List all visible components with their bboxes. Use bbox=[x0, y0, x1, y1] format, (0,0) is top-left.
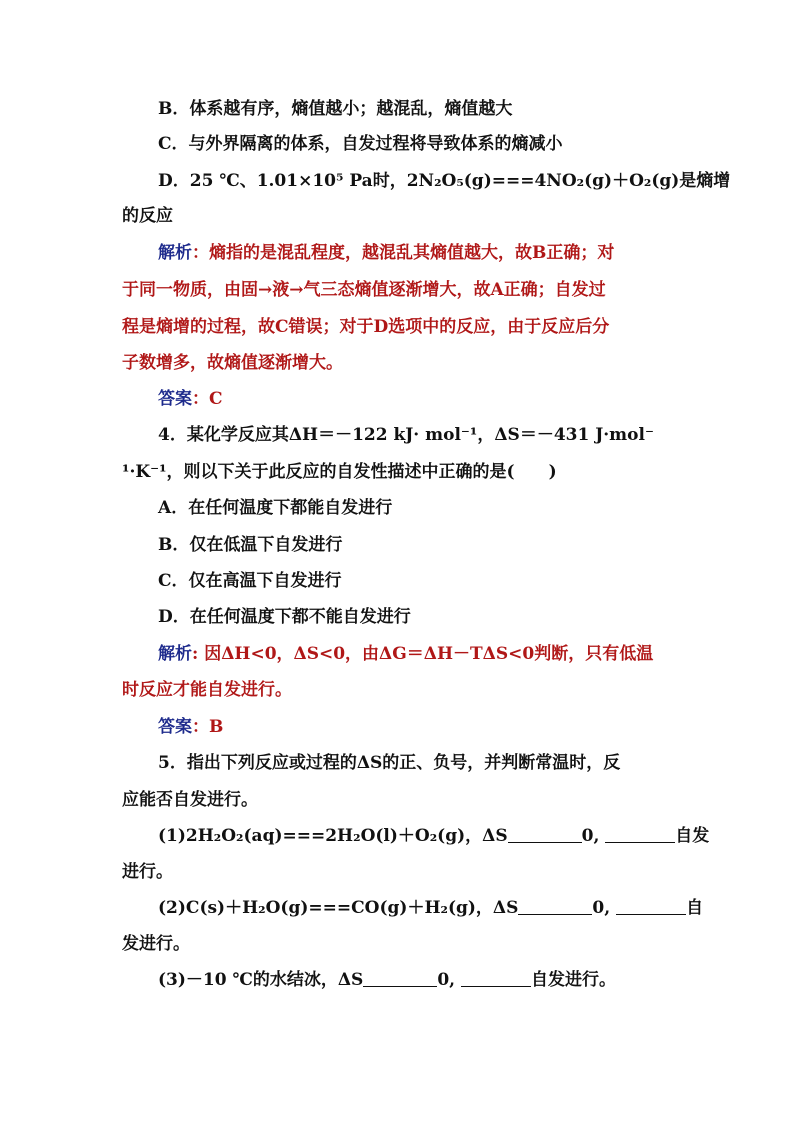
q5-stem-line1: 5．指出下列反应或过程的ΔS的正、负号，并判断常温时，反 bbox=[158, 753, 621, 773]
q3-option-c: C．与外界隔离的体系，自发过程将导致体系的熵减小 bbox=[158, 134, 563, 154]
q3-analysis-line2: 于同一物质，由固→液→气三态熵值逐渐增大，故A正确；自发过 bbox=[122, 280, 606, 300]
q3-analysis-line4: 子数增多，故熵值逐渐增大。 bbox=[122, 353, 343, 373]
q3-analysis-label: 解析 bbox=[158, 243, 192, 263]
q4-analysis-text1: : 因ΔH<0，ΔS<0，由ΔG＝ΔH－TΔS<0判断，只有低温 bbox=[192, 644, 654, 664]
q5-item1-tail: 自发 bbox=[675, 826, 710, 846]
q5-item2-blank-sign[interactable] bbox=[518, 898, 592, 915]
q5-item1-blank-spontaneous[interactable] bbox=[605, 826, 675, 843]
q4-analysis-line1 bbox=[158, 643, 718, 665]
q4-option-a: A．在任何温度下都能自发进行 bbox=[158, 498, 393, 518]
q3-answer bbox=[158, 388, 718, 410]
q5-item3-zero: 0, bbox=[437, 970, 456, 990]
q5-item3-blank-spontaneous[interactable] bbox=[461, 970, 531, 987]
q5-item3-tail: 自发进行。 bbox=[531, 970, 616, 990]
q5-item1-line2: 进行。 bbox=[122, 862, 173, 882]
q5-item1-blank-sign[interactable] bbox=[508, 826, 582, 843]
q4-option-b: B．仅在低温下自发进行 bbox=[158, 535, 343, 555]
q5-item2-blank-spontaneous[interactable] bbox=[616, 898, 686, 915]
q5-item2-text: (2)C(s)＋H₂O(g)===CO(g)＋H₂(g)，ΔS bbox=[158, 898, 519, 918]
q5-item2-zero: 0, bbox=[592, 898, 611, 918]
q5-item2-tail: 自 bbox=[686, 898, 704, 918]
q3-analysis-text1: ：熵指的是混乱程度，越混乱其熵值越大，故B正确；对 bbox=[192, 243, 615, 263]
q3-answer-label: 答案 bbox=[158, 389, 192, 409]
q3-answer-value: ：C bbox=[192, 389, 223, 409]
q5-item2-line2: 发进行。 bbox=[122, 934, 190, 954]
q5-item3-text: (3)－10 ℃的水结冰，ΔS bbox=[158, 970, 364, 990]
q5-item3-blank-sign[interactable] bbox=[363, 970, 437, 987]
q4-stem-line1: 4．某化学反应其ΔH＝－122 kJ· mol⁻¹，ΔS＝－431 J·mol⁻ bbox=[158, 425, 654, 445]
q5-item1-zero: 0, bbox=[581, 826, 600, 846]
q5-stem-line2: 应能否自发进行。 bbox=[122, 790, 258, 810]
q5-item1-text: (1)2H₂O₂(aq)===2H₂O(l)＋O₂(g)，ΔS bbox=[158, 826, 508, 846]
q3-analysis-line3: 程是熵增的过程，故C错误；对于D选项中的反应，由于反应后分 bbox=[122, 317, 610, 337]
q5-item2 bbox=[158, 897, 718, 919]
q4-answer-value: ：B bbox=[192, 717, 224, 737]
q4-option-c: C．仅在高温下自发进行 bbox=[158, 571, 342, 591]
q3-analysis-line1 bbox=[158, 242, 718, 264]
q4-analysis-line2: 时反应才能自发进行。 bbox=[122, 680, 292, 700]
q4-stem-line2: ¹·K⁻¹，则以下关于此反应的自发性描述中正确的是( ) bbox=[122, 462, 557, 482]
q3-option-d-line2: 的反应 bbox=[122, 206, 173, 226]
q5-item1 bbox=[158, 825, 718, 847]
q5-item3 bbox=[158, 969, 718, 991]
q4-analysis-label: 解析 bbox=[158, 644, 192, 664]
q3-option-b: B．体系越有序，熵值越小；越混乱，熵值越大 bbox=[158, 99, 513, 119]
q3-option-d-line1: D．25 ℃、1.01×10⁵ Pa时，2N₂O₅(g)===4NO₂(g)＋O₂(g)是熵增 bbox=[158, 171, 731, 191]
q4-answer bbox=[158, 716, 718, 738]
q4-answer-label: 答案 bbox=[158, 717, 192, 737]
q4-option-d: D．在任何温度下都不能自发进行 bbox=[158, 607, 411, 627]
